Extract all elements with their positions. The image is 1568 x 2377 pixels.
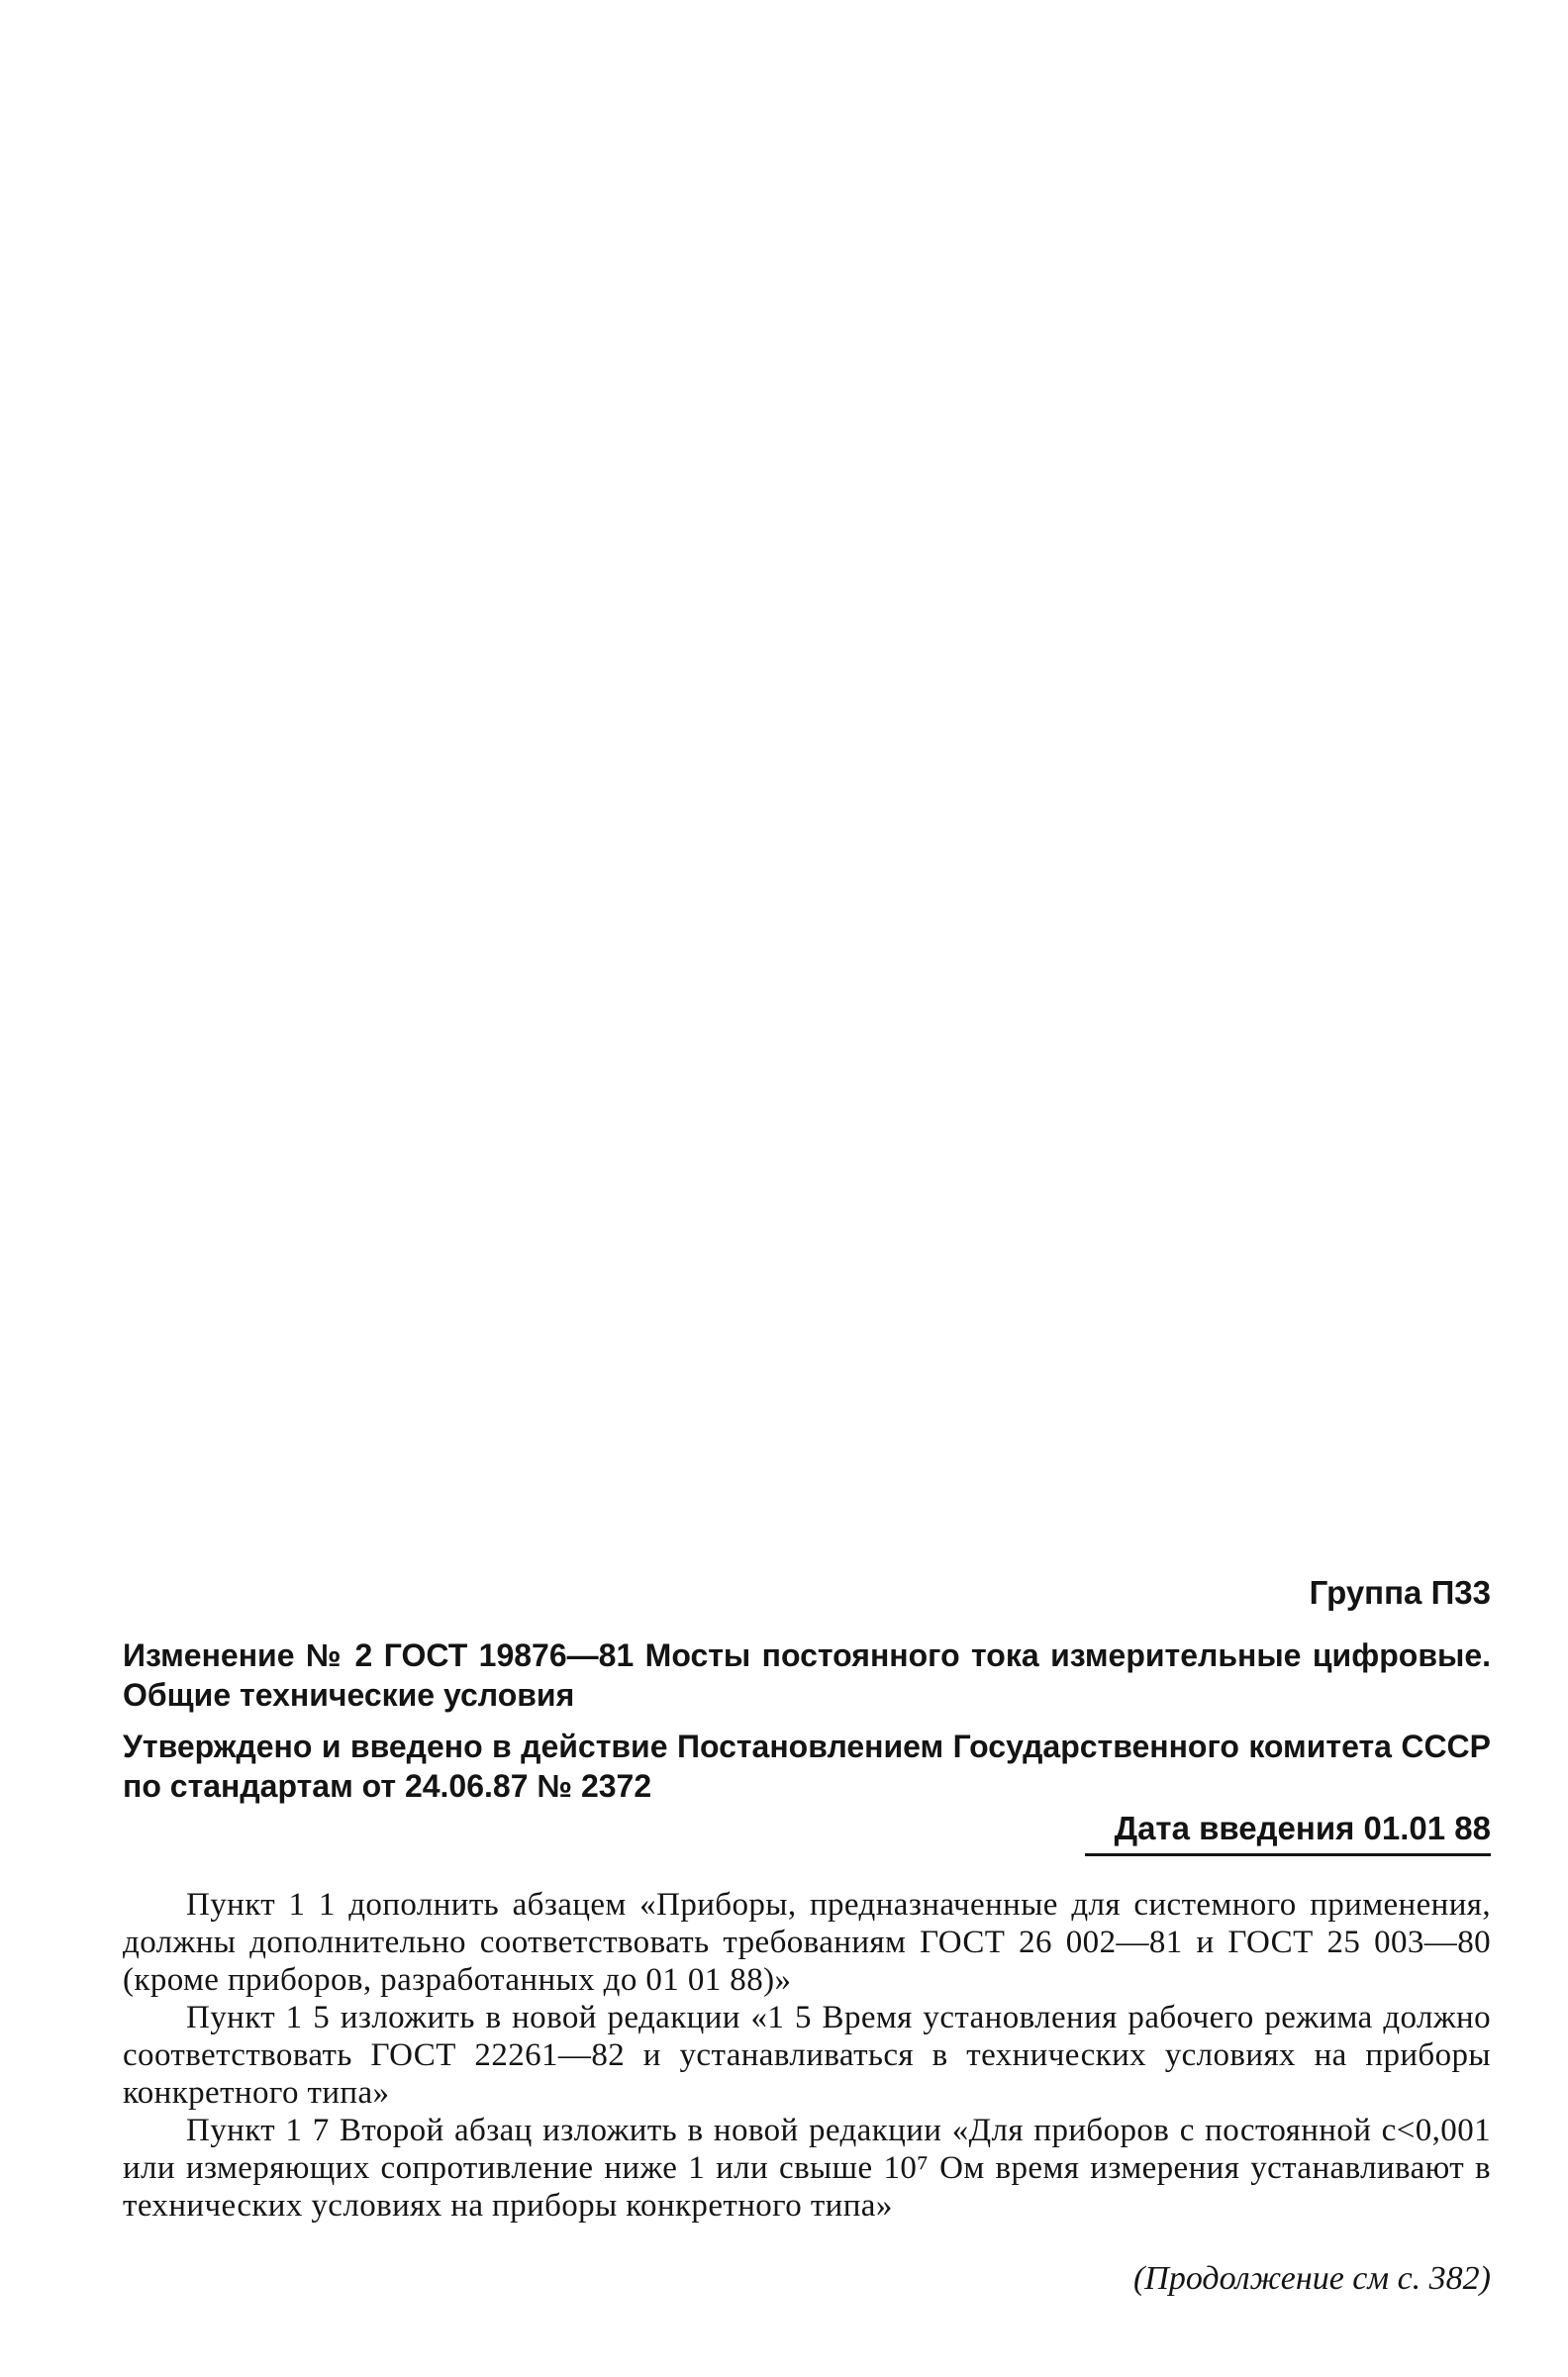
effective-date-row [123,1810,1491,1856]
approval-statement: Утверждено и введено в действие Постановлением Государственного комитета СССР по стандартам от 24.06.87 № 2372 [123,1729,1491,1804]
paragraph-clause-1-5: Пункт 1 5 изложить в новой редакции «1 5 Время установления рабочего режима должно соответствовать ГОСТ 22261—82 и устанавливаться в технических условиях на приборы конкретного типа» [123,2000,1491,2111]
effective-date: Дата введения 01.01 88 [1085,1810,1491,1856]
group-code: Группа П33 [1309,1574,1491,1611]
document-content [123,1574,1491,2298]
amendment-heading: Изменение № 2 ГОСТ 19876—81 Мосты постоянного тока измерительные цифровые. Общие технические условия [123,1637,1491,1713]
paragraph-clause-1-1: Пункт 1 1 дополнить абзацем «Приборы, предназначенные для системного применения, должны дополнительно соответствовать требованиям ГОСТ 26 002—81 и ГОСТ 25 003—80 (кроме приборов, разработанных до 01 01 88)» [123,1887,1491,1998]
continuation-note: (Продолжение см с. 382) [1132,2260,1491,2297]
paragraph-clause-1-7: Пункт 1 7 Второй абзац изложить в новой редакции «Для приборов с постоянной c<0,001 или измеряющих сопротивление ниже 1 или свыше 10⁷ Ом время измерения устанавливают в технических условиях на приборы конкретного типа» [123,2113,1491,2224]
amendment-body [123,1886,1491,2225]
